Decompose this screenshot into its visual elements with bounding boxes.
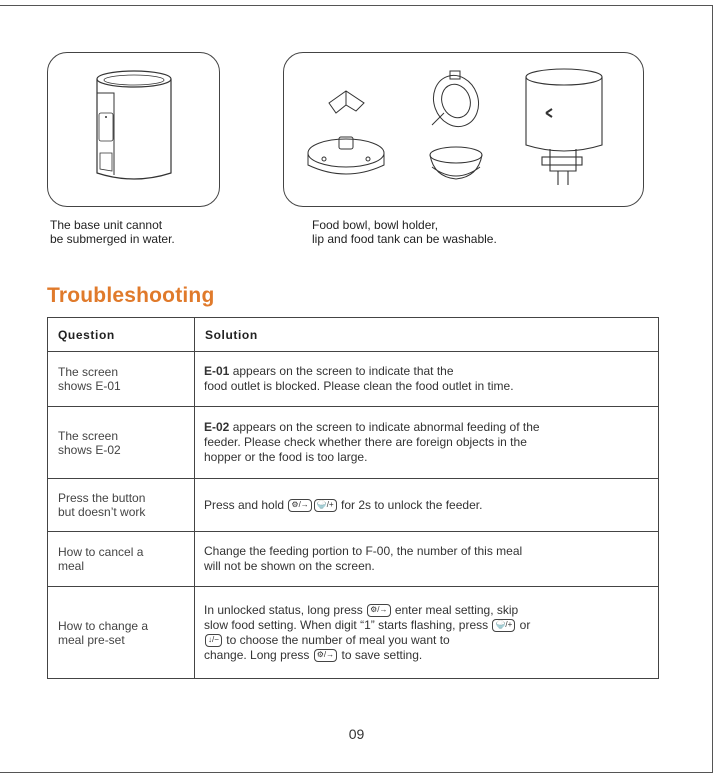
solution-line [204,633,652,648]
base-unit-caption [50,218,175,246]
lid-disc-part [426,69,485,133]
question-cell [48,587,195,679]
question-cell [48,479,195,532]
washable-caption-line1: Food bowl, bowl holder, [312,218,439,232]
solution-line [204,364,652,379]
solution-text: for 2s to unlock the feeder. [337,497,483,512]
solution-text: appears on the screen to indicate abnormal feeding of the [229,420,540,434]
down-minus-button-icon: ↓/− [205,634,222,647]
table-header-row [48,318,659,352]
question-cell [48,532,195,587]
solution-line [204,618,652,633]
question-line: The screen [58,365,119,379]
question-line: meal pre-set [58,632,125,647]
feed-plus-button-icon: 🍚/+ [314,499,337,512]
solution-text: Press and hold [204,497,288,512]
solution-cell [195,352,659,407]
washable-parts-illustration [284,53,643,206]
question-line: How to cancel a [58,545,144,559]
solution-line: will not be shown on the screen. [204,559,375,573]
solution-text: enter meal setting, skip [391,602,519,617]
solution-text: or [516,617,531,632]
settings-next-button-icon: ⚙/→ [367,604,390,617]
table-row [48,407,659,479]
section-title: Troubleshooting [47,284,215,307]
question-line: How to change a [58,618,149,633]
table-row [48,587,659,679]
feed-plus-button-icon: 🍚/+ [492,619,515,632]
header-solution: Solution [195,318,659,352]
solution-line [204,603,652,618]
question-line: Press the button [58,491,146,505]
question-cell [48,407,195,479]
solution-text: appears on the screen to indicate that the [229,364,454,378]
table-row [48,532,659,587]
troubleshooting-table [47,317,659,679]
solution-line: feeder. Please check whether there are foreign objects in the [204,435,527,449]
washable-caption [312,218,497,246]
settings-next-button-icon: ⚙/→ [314,649,337,662]
washable-parts-image-frame [283,52,644,207]
page-border-bottom [0,772,713,773]
solution-text: to choose the number of meal you want to [222,632,450,647]
page-border-top [0,5,713,6]
solution-line: Change the feeding portion to F-00, the number of this meal [204,544,523,558]
food-bowl-part [430,147,482,179]
solution-line: food outlet is blocked. Please clean the food outlet in time. [204,379,514,393]
page-number: 09 [348,726,365,742]
question-cell [48,352,195,407]
error-code: E-02 [204,420,230,434]
question-line: meal [58,559,85,573]
solution-line [204,648,652,663]
solution-cell [195,587,659,679]
question-line: but doesn’t work [58,505,146,519]
base-unit-caption-line2: be submerged in water. [50,232,175,246]
table-row [48,352,659,407]
solution-text: to save setting. [338,647,423,662]
question-line: shows E-01 [58,379,121,393]
solution-cell [195,407,659,479]
question-line: The screen [58,428,119,443]
food-tank-part [526,69,602,185]
solution-line [204,420,652,435]
base-unit-caption-line1: The base unit cannot [50,218,163,232]
base-unit-image-frame [47,52,220,207]
solution-text: In unlocked status, long press [204,602,367,617]
error-code: E-01 [204,364,230,378]
solution-cell [195,532,659,587]
solution-cell [195,479,659,532]
washable-caption-line2: lip and food tank can be washable. [312,232,497,246]
settings-next-button-icon: ⚙/→ [288,499,311,512]
header-question: Question [48,318,195,352]
solution-text: change. Long press [204,647,313,662]
question-line: shows E-02 [58,442,121,457]
solution-line: hopper or the food is too large. [204,450,368,464]
bowl-holder-part [308,137,384,174]
base-unit-illustration [48,53,219,206]
lip-part [329,91,364,113]
table-row [48,479,659,532]
solution-text: slow food setting. When digit “1” starts flashing, press [204,617,492,632]
